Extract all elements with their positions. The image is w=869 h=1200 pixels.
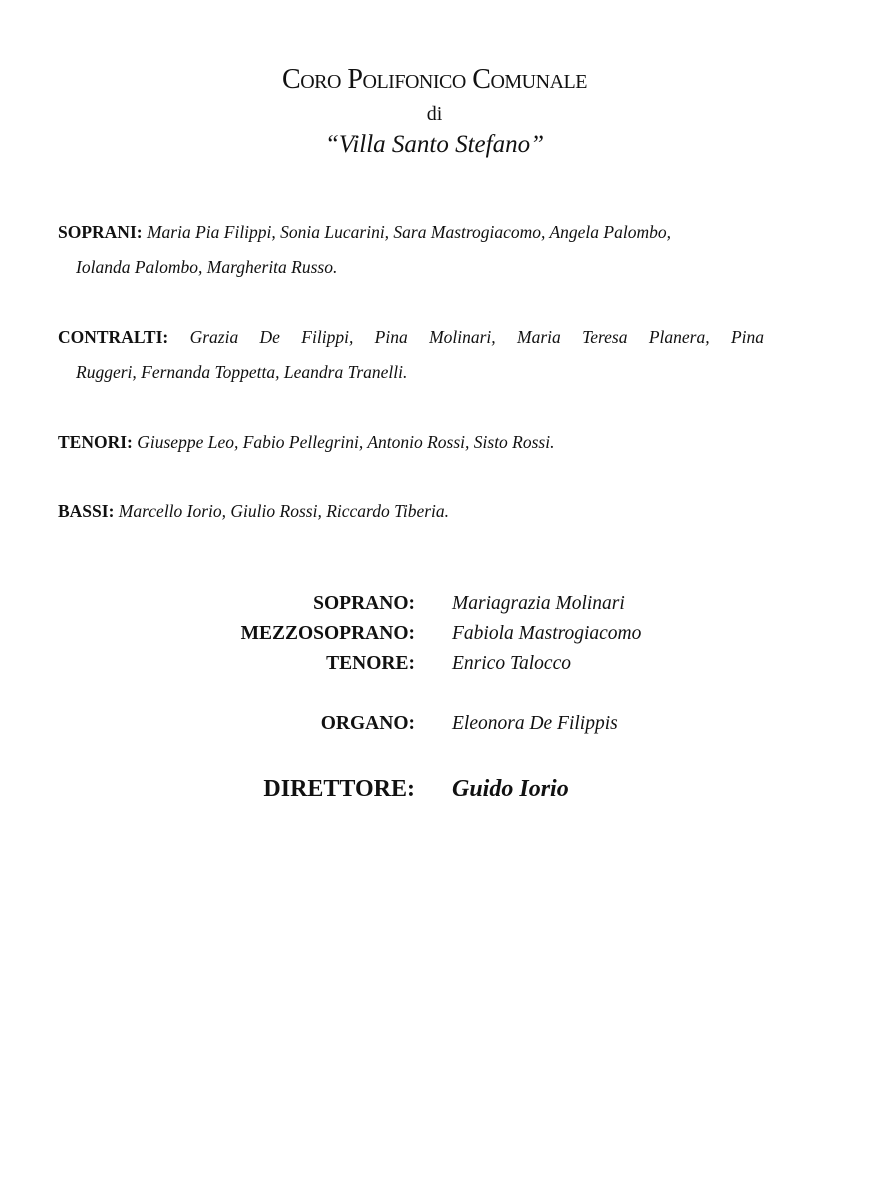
section-names: Grazia De Filippi, Pina Molinari, Maria Teresa Planera, Pina (189, 327, 764, 347)
soloist-row-organo (0, 709, 869, 739)
choir-title-text: Coro Polifonico Comunale (282, 64, 587, 95)
soloist-name: Mariagrazia Molinari (452, 593, 625, 614)
soloist-role: ORGANO: (320, 713, 415, 734)
section-names: Giuseppe Leo, Fabio Pellegrini, Antonio Rossi, Sisto Rossi. (137, 432, 555, 452)
section-names: Marcello Iorio, Giulio Rossi, Riccardo Tiberia. (118, 501, 450, 521)
section-label: CONTRALTI: (58, 327, 169, 347)
section-contralti (58, 320, 764, 390)
soloist-role: SOPRANO: (313, 593, 415, 614)
director-row (0, 774, 869, 804)
section-label: TENORI: (58, 432, 133, 452)
soloist-name: Fabiola Mastrogiacomo (452, 623, 642, 644)
choir-title (0, 62, 869, 98)
soloist-row-tenore (0, 649, 869, 679)
soloist-role: MEZZOSOPRANO: (240, 623, 415, 644)
section-bassi (58, 494, 764, 529)
section-label: SOPRANI: (58, 222, 143, 242)
section-label: BASSI: (58, 501, 115, 521)
soloist-name: Eleonora De Filippis (452, 713, 618, 734)
soloist-name: Enrico Talocco (452, 653, 571, 674)
section-soprani (58, 215, 764, 285)
soloist-row-soprano (0, 589, 869, 619)
section-names: Maria Pia Filippi, Sonia Lucarini, Sara Mastrogiacomo, Angela Palombo, (146, 222, 671, 242)
section-names-continued: Ruggeri, Fernanda Toppetta, Leandra Tranelli. (76, 362, 408, 382)
director-name: Guido Iorio (452, 776, 569, 802)
section-names-continued: Iolanda Palombo, Margherita Russo. (76, 257, 338, 277)
section-tenori (58, 425, 764, 460)
title-connector: di (426, 103, 443, 125)
soloist-row-mezzosoprano (0, 619, 869, 649)
soloist-role: TENORE: (326, 653, 415, 674)
town-name: “Villa Santo Stefano” (325, 131, 544, 158)
director-role: DIRETTORE: (263, 776, 415, 802)
